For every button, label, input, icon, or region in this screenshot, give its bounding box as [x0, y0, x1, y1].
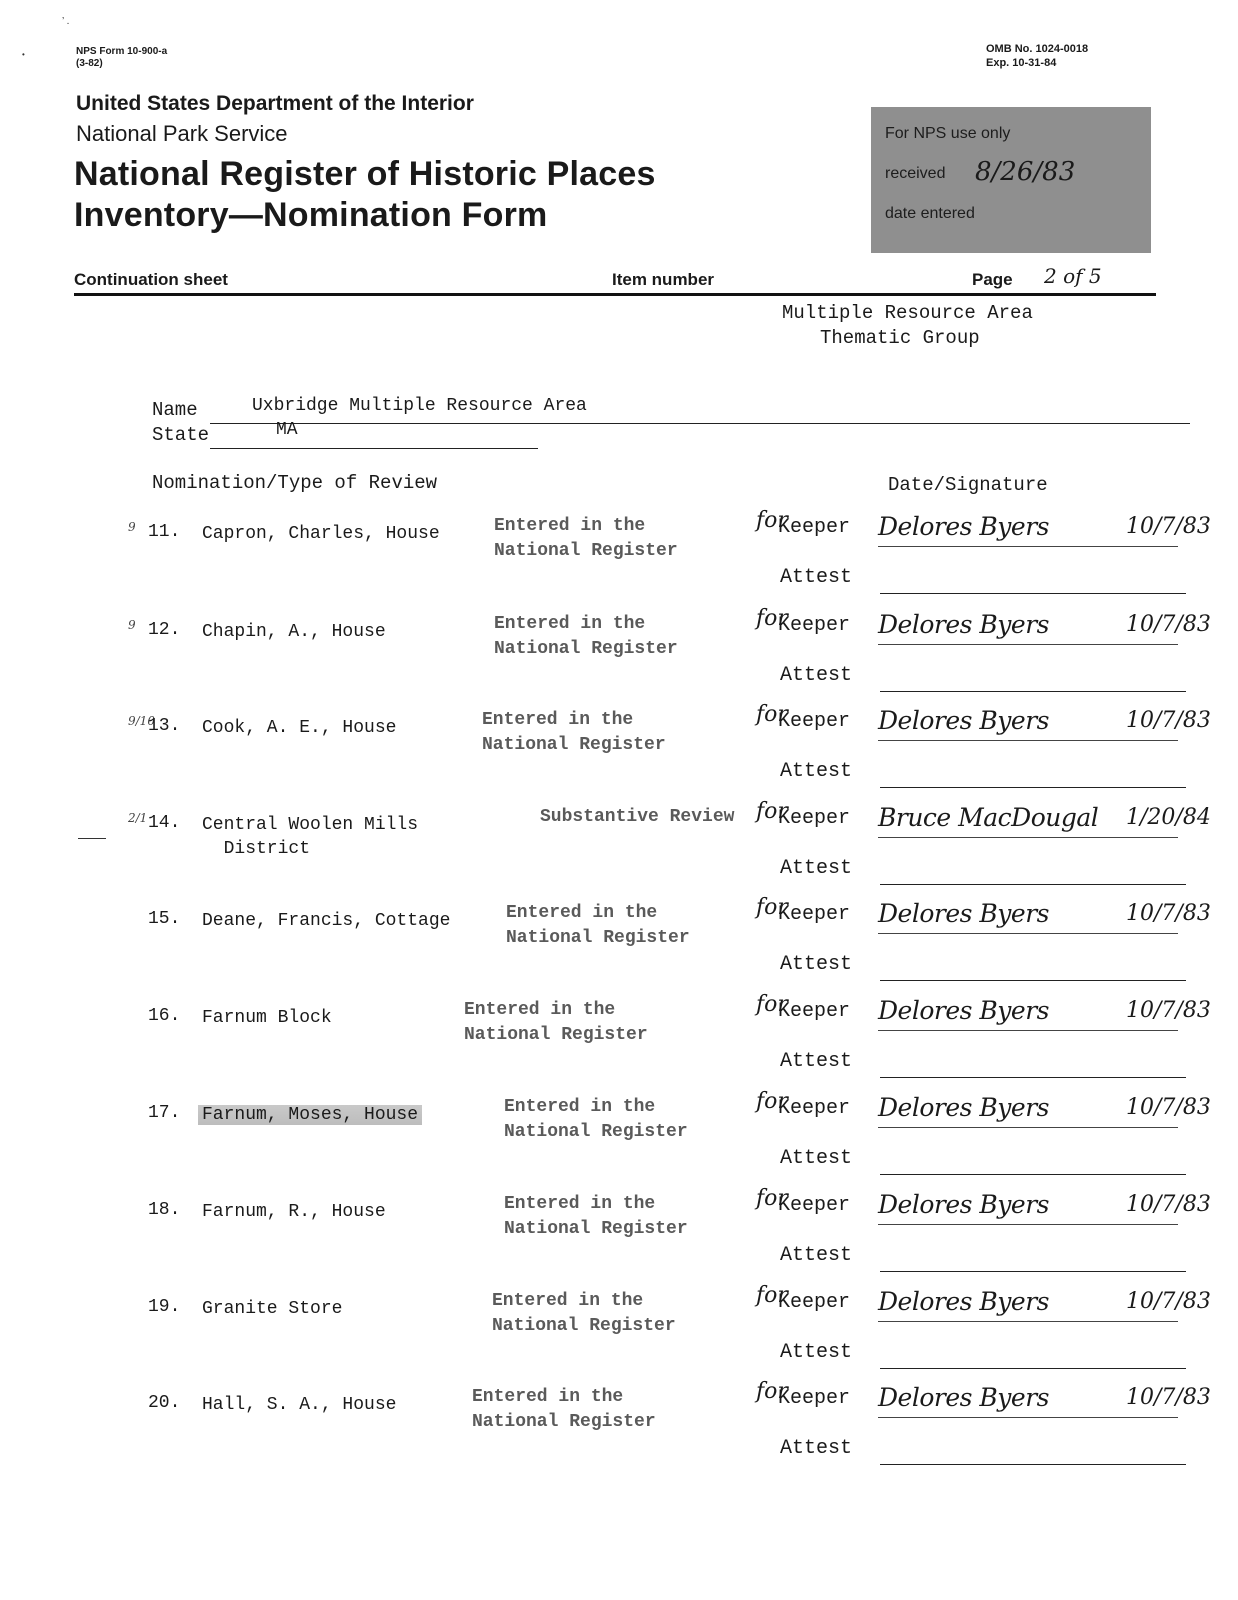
omb-info: [986, 42, 1088, 70]
property-name: [202, 1103, 422, 1127]
entry-number: 11.: [148, 522, 181, 542]
property-name: Central Woolen Mills District: [202, 815, 419, 859]
form-revision-text: (3-82): [76, 58, 103, 69]
nomination-entry: [0, 702, 1238, 814]
review-stamp: [494, 612, 678, 662]
attest-line: [880, 1174, 1186, 1175]
attest-line: [880, 1368, 1186, 1369]
review-stamp-line2: National Register: [494, 541, 678, 561]
keeper-signature: Delores Byers: [878, 706, 1049, 735]
attest-label: Attest: [780, 1437, 853, 1460]
keeper-signature: Delores Byers: [878, 512, 1049, 541]
group-line2: Thematic Group: [820, 327, 980, 349]
keeper-signature: Delores Byers: [878, 899, 1049, 928]
property-name: Capron, Charles, House: [202, 524, 440, 544]
name-underline: [210, 423, 1190, 424]
attest-line: [880, 691, 1186, 692]
property-name: Granite Store: [202, 1299, 343, 1319]
attest-line: [880, 980, 1186, 981]
nomination-entry: [0, 895, 1238, 1007]
column-header-signature: Date/Signature: [888, 474, 1048, 496]
review-stamp-line1: Entered in the: [492, 1291, 644, 1311]
name-value: Uxbridge Multiple Resource Area: [252, 396, 587, 416]
signature-underline: [878, 1417, 1178, 1418]
review-stamp: [504, 1192, 688, 1242]
property-name: Cook, A. E., House: [202, 718, 397, 738]
review-stamp-line2: National Register: [472, 1412, 656, 1432]
review-stamp-line1: Entered in the: [472, 1387, 624, 1407]
review-stamp: [494, 514, 678, 564]
form-title-line2: Inventory—Nomination Form: [74, 196, 548, 234]
attest-label: Attest: [780, 566, 853, 589]
received-label: received: [885, 165, 946, 182]
signature-date: 10/7/83: [1126, 1095, 1211, 1120]
entry-number: 17.: [148, 1103, 181, 1123]
review-stamp-line2: National Register: [504, 1122, 688, 1142]
page-number-handwritten: 2 of 5: [1044, 264, 1102, 288]
signature-underline: [878, 1030, 1178, 1031]
for-mark: for: [756, 508, 788, 533]
property-name: Chapin, A., House: [202, 622, 386, 642]
keeper-label: Keeper: [778, 516, 851, 539]
property-name: Hall, S. A., House: [202, 1395, 397, 1415]
signature-date: 10/7/83: [1126, 1289, 1211, 1314]
review-stamp-line1: Substantive Review: [540, 807, 735, 827]
entry-number: 19.: [148, 1297, 181, 1317]
for-mark: for: [756, 1186, 788, 1211]
attest-label: Attest: [780, 1244, 853, 1267]
margin-note: 9: [128, 520, 136, 534]
signature-underline: [878, 933, 1178, 934]
signature-underline: [878, 546, 1178, 547]
signature-date: 10/7/83: [1126, 998, 1211, 1023]
signature-underline: [878, 1224, 1178, 1225]
signature-date: 10/7/83: [1126, 901, 1211, 926]
signature-underline: [878, 740, 1178, 741]
nomination-entry: [0, 508, 1238, 620]
keeper-signature: Delores Byers: [878, 1287, 1049, 1316]
property-name: Farnum, R., House: [202, 1202, 386, 1222]
signature-underline: [878, 837, 1178, 838]
keeper-signature: Bruce MacDougal: [878, 803, 1099, 832]
page-label: Page: [972, 270, 1013, 289]
signature-underline: [878, 644, 1178, 645]
name-label: Name: [152, 399, 198, 421]
state-underline: [210, 448, 538, 449]
signature-underline: [878, 1321, 1178, 1322]
property-name: Farnum Block: [202, 1008, 332, 1028]
omb-number: OMB No. 1024-0018: [986, 43, 1089, 55]
review-stamp: [506, 901, 690, 951]
attest-line: [880, 1271, 1186, 1272]
keeper-signature: Delores Byers: [878, 1383, 1049, 1412]
attest-line: [880, 884, 1186, 885]
omb-expiration: Exp. 10-31-84: [986, 57, 1057, 69]
review-stamp-line1: Entered in the: [504, 1097, 656, 1117]
nomination-entry: [0, 1186, 1238, 1298]
signature-date: 1/20/84: [1126, 805, 1211, 830]
review-stamp-line2: National Register: [506, 928, 690, 948]
attest-line: [880, 1077, 1186, 1078]
keeper-label: Keeper: [778, 807, 851, 830]
review-stamp-line2: National Register: [492, 1316, 676, 1336]
signature-date: 10/7/83: [1126, 1385, 1211, 1410]
nomination-entry: [0, 606, 1238, 718]
review-stamp: [464, 998, 648, 1048]
review-stamp-line1: Entered in the: [464, 1000, 616, 1020]
for-mark: for: [756, 1089, 788, 1114]
for-mark: for: [756, 895, 788, 920]
keeper-label: Keeper: [778, 1291, 851, 1314]
margin-note: 2/1: [128, 811, 148, 825]
entry-number: 16.: [148, 1006, 181, 1026]
review-stamp-line2: National Register: [482, 735, 666, 755]
keeper-label: Keeper: [778, 1000, 851, 1023]
entry-number: 12.: [148, 620, 181, 640]
review-stamp-line1: Entered in the: [482, 710, 634, 730]
signature-date: 10/7/83: [1126, 612, 1211, 637]
review-stamp: [482, 708, 666, 758]
nomination-entry: [0, 992, 1238, 1104]
date-entered-label: date entered: [885, 205, 975, 222]
for-mark: for: [756, 799, 788, 824]
keeper-signature: Delores Byers: [878, 610, 1049, 639]
nps-use-heading: For NPS use only: [885, 125, 1011, 142]
margin-note: 9/10: [128, 714, 155, 728]
attest-label: Attest: [780, 1050, 853, 1073]
attest-line: [880, 1464, 1186, 1465]
review-stamp-line2: National Register: [504, 1219, 688, 1239]
nomination-entry: [0, 1379, 1238, 1491]
received-date-handwritten: 8/26/83: [975, 157, 1076, 187]
form-title-line1: National Register of Historic Places: [74, 155, 656, 193]
keeper-signature: Delores Byers: [878, 996, 1049, 1025]
entry-number: 14.: [148, 813, 181, 833]
attest-label: Attest: [780, 953, 853, 976]
entry-number: 20.: [148, 1393, 181, 1413]
department-name: United States Department of the Interior: [76, 92, 474, 115]
form-number-text: NPS Form 10-900-a: [76, 46, 168, 57]
keeper-label: Keeper: [778, 903, 851, 926]
form-number: [76, 46, 167, 70]
keeper-signature: Delores Byers: [878, 1093, 1049, 1122]
attest-line: [880, 787, 1186, 788]
keeper-label: Keeper: [778, 1387, 851, 1410]
keeper-label: Keeper: [778, 1097, 851, 1120]
attest-label: Attest: [780, 1341, 853, 1364]
for-mark: for: [756, 1379, 788, 1404]
item-number-label: Item number: [612, 270, 715, 289]
review-stamp-line1: Entered in the: [504, 1194, 656, 1214]
signature-date: 10/7/83: [1126, 1192, 1211, 1217]
attest-label: Attest: [780, 1147, 853, 1170]
continuation-sheet-label: Continuation sheet: [74, 270, 228, 289]
highlighted-property-name: Farnum, Moses, House: [198, 1105, 422, 1125]
review-stamp-line1: Entered in the: [506, 903, 658, 923]
review-stamp: [472, 1385, 656, 1435]
scan-speck: ’ .: [62, 16, 70, 27]
entry-number: 13.: [148, 716, 181, 736]
state-label: State: [152, 424, 210, 446]
group-line1: Multiple Resource Area: [782, 302, 1033, 324]
nomination-entry: [0, 799, 1238, 911]
attest-label: Attest: [780, 857, 853, 880]
nomination-entry: [0, 1089, 1238, 1201]
signature-date: 10/7/83: [1126, 514, 1211, 539]
review-stamp: [492, 1289, 676, 1339]
for-mark: for: [756, 606, 788, 631]
state-value: MA: [276, 420, 298, 440]
nomination-entry: [0, 1283, 1238, 1395]
signature-underline: [878, 1127, 1178, 1128]
nps-use-only-box: [871, 107, 1151, 253]
review-stamp-line2: National Register: [494, 639, 678, 659]
signature-date: 10/7/83: [1126, 708, 1211, 733]
for-mark: for: [756, 1283, 788, 1308]
review-stamp: [504, 1095, 688, 1145]
keeper-signature: Delores Byers: [878, 1190, 1049, 1219]
margin-note: 9: [128, 618, 136, 632]
header-rule: [74, 293, 1156, 296]
keeper-label: Keeper: [778, 1194, 851, 1217]
entry-number: 15.: [148, 909, 181, 929]
entry-number: 18.: [148, 1200, 181, 1220]
keeper-label: Keeper: [778, 614, 851, 637]
review-stamp-line1: Entered in the: [494, 516, 646, 536]
for-mark: for: [756, 702, 788, 727]
attest-label: Attest: [780, 664, 853, 687]
agency-name: National Park Service: [76, 121, 288, 146]
review-stamp: [540, 805, 734, 830]
keeper-label: Keeper: [778, 710, 851, 733]
for-mark: for: [756, 992, 788, 1017]
review-stamp-line2: National Register: [464, 1025, 648, 1045]
attest-label: Attest: [780, 760, 853, 783]
property-name: Deane, Francis, Cottage: [202, 911, 451, 931]
review-stamp-line1: Entered in the: [494, 614, 646, 634]
column-header-nomination: Nomination/Type of Review: [152, 472, 438, 494]
scan-speck: •: [22, 50, 25, 59]
attest-line: [880, 593, 1186, 594]
